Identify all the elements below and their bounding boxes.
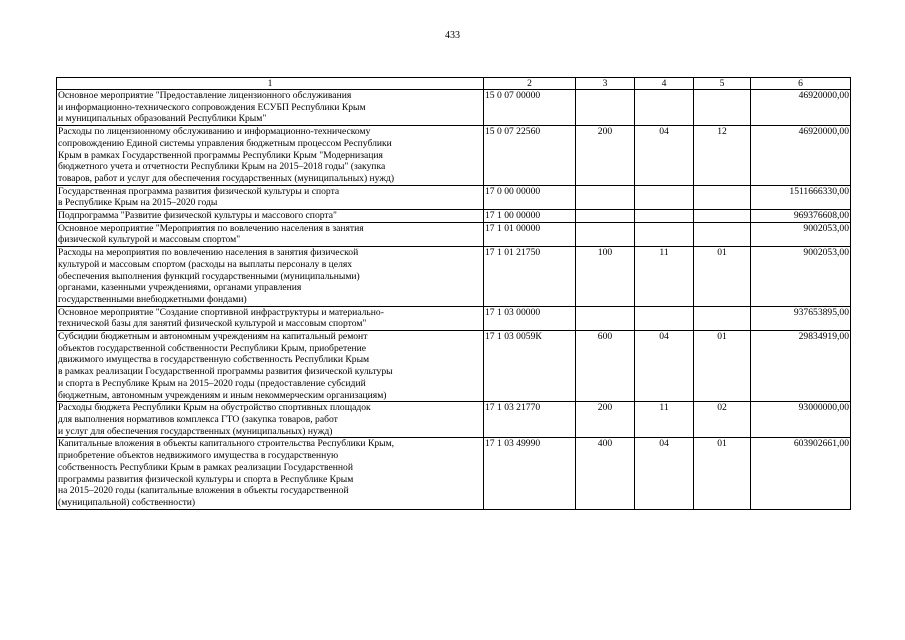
row-expense-type bbox=[576, 306, 635, 330]
row-target-code: 17 1 03 0059К bbox=[484, 331, 576, 402]
row-sum: 969376608,00 bbox=[751, 210, 851, 223]
row-expense-type bbox=[576, 210, 635, 223]
row-name: Капитальные вложения в объекты капитального строительства Республики Крым, приобретение объектов недвижимого имущества в государственную собственность Республики Крым в рамках реализации Государственной программы развития физической культуры и спорта в Республике Крым на 2015–2020 годы (капитальные вложения в объекты государственной (муниципальной) собственности) bbox=[57, 438, 484, 509]
row-subsection bbox=[694, 185, 751, 209]
row-subsection: 12 bbox=[694, 126, 751, 186]
row-section bbox=[635, 185, 694, 209]
row-section: 04 bbox=[635, 331, 694, 402]
row-expense-type: 100 bbox=[576, 247, 635, 307]
row-name: Расходы на мероприятия по вовлечению населения в занятия физической культурой и массовым спортом (расходы на выплаты персоналу в целях обеспечения выполнения функций государственными (муниципальными) органами, казенными учреждениями, органами управления государственными внебюджетными фондами) bbox=[57, 247, 484, 307]
row-name: Подпрограмма "Развитие физической культуры и массового спорта" bbox=[57, 210, 484, 223]
row-expense-type bbox=[576, 185, 635, 209]
row-expense-type bbox=[576, 90, 635, 126]
row-sum: 937653895,00 bbox=[751, 306, 851, 330]
row-name: Основное мероприятие "Мероприятия по вовлечению населения в занятия физической культурой и массовым спортом" bbox=[57, 222, 484, 246]
table-row bbox=[57, 402, 851, 438]
budget-table bbox=[56, 77, 851, 510]
table-row bbox=[57, 185, 851, 209]
column-header-6: 6 bbox=[751, 78, 851, 90]
row-expense-type bbox=[576, 222, 635, 246]
row-name: Основное мероприятие "Создание спортивной инфраструктуры и материально- технической базы для занятий физической культурой и массовым спортом" bbox=[57, 306, 484, 330]
row-section bbox=[635, 222, 694, 246]
table-row bbox=[57, 222, 851, 246]
row-sum: 603902661,00 bbox=[751, 438, 851, 509]
row-sum: 93000000,00 bbox=[751, 402, 851, 438]
row-section bbox=[635, 210, 694, 223]
row-name: Государственная программа развития физической культуры и спорта в Республике Крым на 2015–2020 годы bbox=[57, 185, 484, 209]
row-name: Основное мероприятие "Предоставление лицензионного обслуживания и информационно-технического сопровождения ЕСУБП Республики Крым и муниципальных образований Республики Крым" bbox=[57, 90, 484, 126]
row-target-code: 17 1 03 00000 bbox=[484, 306, 576, 330]
column-header-4: 4 bbox=[635, 78, 694, 90]
row-expense-type: 400 bbox=[576, 438, 635, 509]
row-target-code: 17 0 00 00000 bbox=[484, 185, 576, 209]
table-row bbox=[57, 247, 851, 307]
table-row bbox=[57, 306, 851, 330]
row-target-code: 17 1 03 21770 bbox=[484, 402, 576, 438]
row-sum: 46920000,00 bbox=[751, 126, 851, 186]
table-row bbox=[57, 126, 851, 186]
table-body bbox=[57, 90, 851, 510]
row-subsection: 01 bbox=[694, 331, 751, 402]
row-sum: 29834919,00 bbox=[751, 331, 851, 402]
column-header-1: 1 bbox=[57, 78, 484, 90]
row-expense-type: 200 bbox=[576, 126, 635, 186]
row-name: Расходы по лицензионному обслуживанию и информационно-техническому сопровождению Единой системы управления бюджетным процессом Республики Крым в рамках Государственной программы Республики Крым "Модернизация бюджетного учета и отчетности Республики Крым на 2015–2018 годы" (закупка товаров, работ и услуг для обеспечения государственных (муниципальных) нужд) bbox=[57, 126, 484, 186]
table-row bbox=[57, 210, 851, 223]
table-row bbox=[57, 90, 851, 126]
table-row bbox=[57, 438, 851, 509]
row-subsection: 02 bbox=[694, 402, 751, 438]
row-subsection bbox=[694, 90, 751, 126]
row-subsection bbox=[694, 306, 751, 330]
row-expense-type: 200 bbox=[576, 402, 635, 438]
table-row bbox=[57, 331, 851, 402]
row-target-code: 17 1 00 00000 bbox=[484, 210, 576, 223]
row-subsection bbox=[694, 222, 751, 246]
row-sum: 1511666330,00 bbox=[751, 185, 851, 209]
row-sum: 46920000,00 bbox=[751, 90, 851, 126]
row-section: 04 bbox=[635, 438, 694, 509]
row-sum: 9002053,00 bbox=[751, 222, 851, 246]
column-header-3: 3 bbox=[576, 78, 635, 90]
row-section: 11 bbox=[635, 247, 694, 307]
row-target-code: 17 1 01 21750 bbox=[484, 247, 576, 307]
row-section: 04 bbox=[635, 126, 694, 186]
row-name: Расходы бюджета Республики Крым на обустройство спортивных площадок для выполнения нормативов комплекса ГТО (закупка товаров, работ и услуг для обеспечения государственных (муниципальных) нужд) bbox=[57, 402, 484, 438]
column-header-2: 2 bbox=[484, 78, 576, 90]
row-sum: 9002053,00 bbox=[751, 247, 851, 307]
row-subsection: 01 bbox=[694, 247, 751, 307]
row-target-code: 17 1 01 00000 bbox=[484, 222, 576, 246]
page-number: 433 bbox=[445, 30, 460, 41]
row-subsection bbox=[694, 210, 751, 223]
header-row bbox=[57, 78, 851, 90]
row-target-code: 17 1 03 49990 bbox=[484, 438, 576, 509]
row-section bbox=[635, 90, 694, 126]
row-expense-type: 600 bbox=[576, 331, 635, 402]
row-name: Субсидии бюджетным и автономным учреждениям на капитальный ремонт объектов государственной собственности Республики Крым, приобретение движимого имущества в государственную собственность Республики Крым в рамках реализации Государственной программы развития физической культуры и спорта в Республике Крым на 2015–2020 годы (предоставление субсидий бюджетным, автономным учреждениям и иным некоммерческим организациям) bbox=[57, 331, 484, 402]
column-header-5: 5 bbox=[694, 78, 751, 90]
row-target-code: 15 0 07 00000 bbox=[484, 90, 576, 126]
row-subsection: 01 bbox=[694, 438, 751, 509]
row-section bbox=[635, 306, 694, 330]
row-section: 11 bbox=[635, 402, 694, 438]
row-target-code: 15 0 07 22560 bbox=[484, 126, 576, 186]
